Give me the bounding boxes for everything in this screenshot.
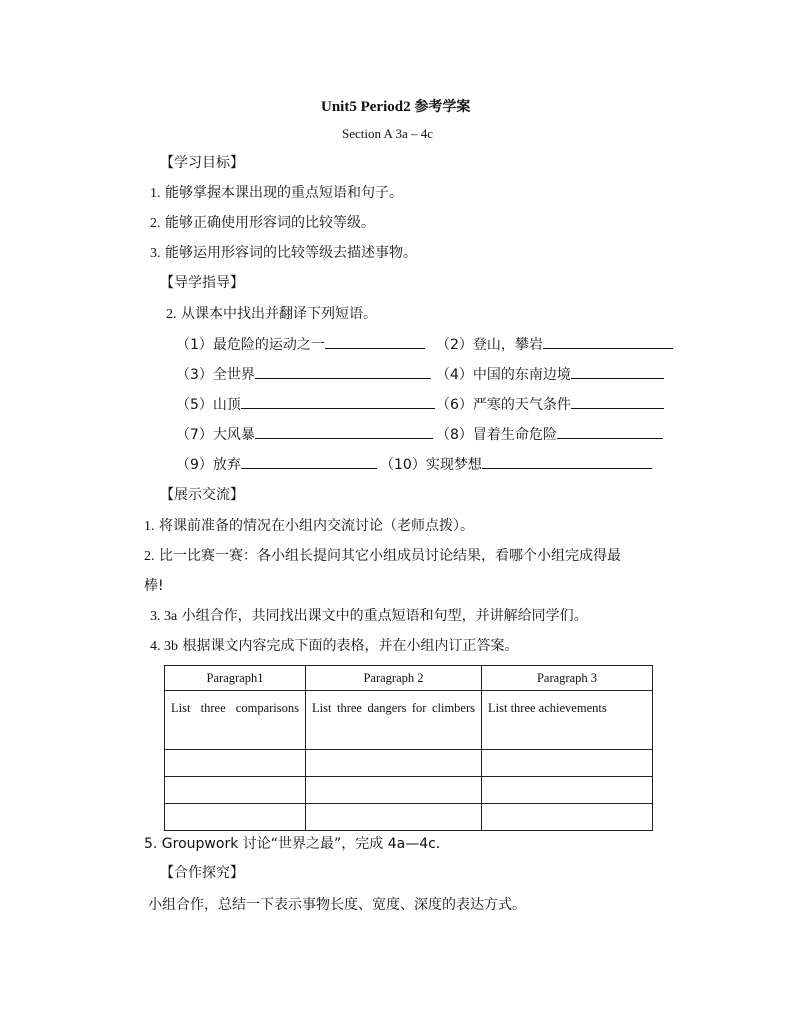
table-row (165, 750, 653, 777)
answer-blank[interactable] (255, 364, 431, 379)
phrase-row (436, 364, 664, 384)
table-cell-text: List three comparisons (171, 701, 299, 715)
phrase-prompt: （6）严寒的天气条件 (436, 397, 571, 413)
table-cell[interactable] (306, 804, 482, 831)
goal-text: 能够掌握本课出现的重点短语和句子。 (164, 185, 403, 201)
table-cell[interactable] (482, 777, 653, 804)
table-cell-text: List three achievements (488, 701, 607, 715)
phrase-prompt: （3）全世界 (176, 367, 255, 383)
page-title (321, 96, 470, 116)
title-english: Unit5 Period2 (321, 99, 411, 115)
guide-number: 2. (166, 307, 177, 322)
goal-item (150, 242, 417, 262)
phrase-row (176, 394, 435, 414)
table-header-cell: Paragraph1 (165, 666, 306, 691)
guide-text: 从课本中找出并翻译下列短语。 (180, 306, 377, 322)
table-cell[interactable] (165, 804, 306, 831)
table-cell[interactable] (482, 804, 653, 831)
table-cell[interactable] (165, 750, 306, 777)
table-row (165, 777, 653, 804)
phrase-prompt: （2）登山，攀岩 (436, 337, 543, 353)
show-text: 将课前准备的情况在小组内交流讨论（老师点拨）。 (158, 518, 474, 534)
answer-blank[interactable] (557, 424, 663, 439)
show-item (144, 545, 621, 565)
section-show-heading: 【展示交流】 (160, 487, 244, 503)
phrase-row (380, 454, 652, 474)
coop-text: 小组合作，总结一下表示事物长度、宽度、深度的表达方式。 (148, 897, 526, 913)
phrase-row (176, 454, 377, 474)
table-cell (482, 691, 653, 750)
subtitle: Section A 3a – 4c (342, 126, 433, 141)
show-number: 2. (144, 549, 155, 564)
answer-blank[interactable] (241, 454, 377, 469)
answer-blank[interactable] (482, 454, 652, 469)
table-header-cell: Paragraph 2 (306, 666, 482, 691)
goal-text: 能够正确使用形容词的比较等级。 (164, 215, 375, 231)
phrase-prompt: （9）放弃 (176, 457, 241, 473)
show-text: 小组合作，共同找出课文中的重点短语和句型，并讲解给同学们。 (181, 608, 588, 624)
table-header-row (165, 666, 653, 691)
answer-blank[interactable] (325, 334, 425, 349)
show-item (150, 605, 588, 625)
phrase-prompt: （5）山顶 (176, 397, 241, 413)
show-number: 4. 3b (150, 639, 178, 654)
show-text: 根据课文内容完成下面的表格，并在小组内订正答案。 (182, 638, 519, 654)
show-item (144, 575, 164, 595)
table-cell[interactable] (482, 750, 653, 777)
table-cell[interactable] (306, 750, 482, 777)
show-item (150, 635, 518, 655)
table-cell (165, 691, 306, 750)
phrase-prompt: （1）最危险的运动之一 (176, 337, 325, 353)
phrase-row (176, 364, 431, 384)
table-cell[interactable] (306, 777, 482, 804)
table-cell (306, 691, 482, 750)
table-cell[interactable] (165, 777, 306, 804)
phrase-prompt: （7）大风暴 (176, 427, 255, 443)
answer-blank[interactable] (255, 424, 433, 439)
goal-text: 能够运用形容词的比较等级去描述事物。 (164, 245, 417, 261)
answer-blank[interactable] (571, 394, 664, 409)
show-number: 3. 3a (150, 609, 178, 624)
show-text: 比一比赛一赛：各小组长提问其它小组成员讨论结果，看哪个小组完成得最 (158, 548, 621, 564)
show-number: 1. (144, 519, 155, 534)
phrase-row (176, 334, 425, 354)
section-coop-heading: 【合作探究】 (160, 865, 244, 881)
phrase-row (436, 394, 664, 414)
goal-item (150, 212, 375, 232)
goal-number: 1. (150, 186, 161, 201)
table-header-cell: Paragraph 3 (482, 666, 653, 691)
goal-item (150, 182, 403, 202)
section-guide-heading: 【导学指导】 (160, 275, 244, 291)
phrase-prompt: （10）实现梦想 (380, 457, 482, 473)
paragraph-table (164, 665, 653, 831)
table-row (165, 691, 653, 750)
title-chinese: 参考学案 (414, 99, 471, 115)
answer-blank[interactable] (571, 364, 664, 379)
table-row (165, 804, 653, 831)
phrase-row (436, 424, 663, 444)
answer-blank[interactable] (241, 394, 435, 409)
section-goals-heading: 【学习目标】 (160, 155, 244, 171)
answer-blank[interactable] (543, 334, 673, 349)
goal-number: 2. (150, 216, 161, 231)
phrase-row (436, 334, 673, 354)
guide-intro (166, 303, 377, 323)
show-item (144, 515, 474, 535)
phrase-prompt: （8）冒着生命危险 (436, 427, 557, 443)
table-cell-text: List three dangers for climbers (312, 701, 475, 715)
phrase-prompt: （4）中国的东南边境 (436, 367, 571, 383)
goal-number: 3. (150, 246, 161, 261)
phrase-row (176, 424, 433, 444)
show-text: 棒! (144, 578, 164, 594)
groupwork-line: 5. Groupwork 讨论“世界之最”，完成 4a—4c. (144, 836, 441, 852)
